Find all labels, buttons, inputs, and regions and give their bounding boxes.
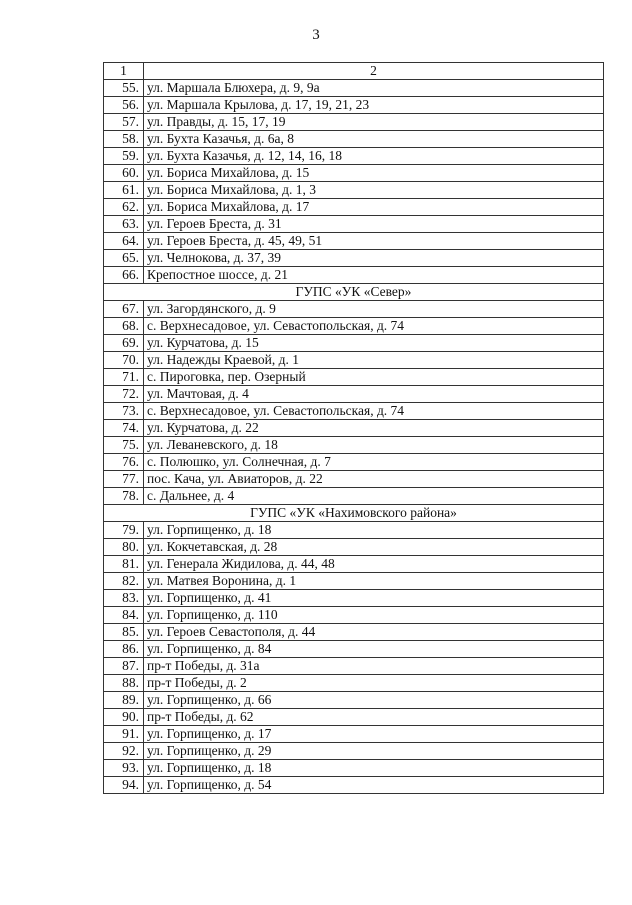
row-number: 69. [104,335,144,352]
row-address: ул. Горпищенко, д. 18 [144,760,604,777]
table-row [104,692,604,709]
row-number: 75. [104,437,144,454]
row-address: пос. Кача, ул. Авиаторов, д. 22 [144,471,604,488]
row-number: 59. [104,148,144,165]
row-address: ул. Бухта Казачья, д. 6а, 8 [144,131,604,148]
table-row [104,556,604,573]
table-row [104,165,604,182]
column-number-header: 1 [104,63,144,80]
table-row [104,522,604,539]
row-number: 81. [104,556,144,573]
table-row [104,199,604,216]
row-address: с. Верхнесадовое, ул. Севастопольская, д. 74 [144,318,604,335]
table-row [104,386,604,403]
row-address: ул. Маршала Блюхера, д. 9, 9а [144,80,604,97]
row-address: ул. Горпищенко, д. 66 [144,692,604,709]
row-address: с. Пироговка, пер. Озерный [144,369,604,386]
row-address: ул. Горпищенко, д. 17 [144,726,604,743]
table-row [104,488,604,505]
row-address: ул. Героев Бреста, д. 45, 49, 51 [144,233,604,250]
row-number: 57. [104,114,144,131]
row-number: 58. [104,131,144,148]
row-number: 84. [104,607,144,624]
row-number: 61. [104,182,144,199]
row-number: 62. [104,199,144,216]
row-number: 68. [104,318,144,335]
table-row [104,318,604,335]
row-number: 79. [104,522,144,539]
row-address: ул. Героев Севастополя, д. 44 [144,624,604,641]
row-address: ул. Кокчетавская, д. 28 [144,539,604,556]
row-number: 78. [104,488,144,505]
row-address: ул. Бориса Михайлова, д. 15 [144,165,604,182]
row-address: ул. Загордянского, д. 9 [144,301,604,318]
row-address: пр-т Победы, д. 62 [144,709,604,726]
section-row [104,505,604,522]
address-table-body [104,63,604,794]
row-number: 86. [104,641,144,658]
row-number: 91. [104,726,144,743]
row-address: ул. Героев Бреста, д. 31 [144,216,604,233]
row-address: ул. Маршала Крылова, д. 17, 19, 21, 23 [144,97,604,114]
table-row [104,590,604,607]
table-row [104,301,604,318]
column-address-header: 2 [144,63,604,80]
table-row [104,726,604,743]
row-number: 80. [104,539,144,556]
row-number: 73. [104,403,144,420]
section-title: ГУПС «УК «Нахимовского района» [104,505,604,522]
row-address: ул. Горпищенко, д. 110 [144,607,604,624]
row-address: с. Верхнесадовое, ул. Севастопольская, д. 74 [144,403,604,420]
row-number: 93. [104,760,144,777]
address-table [103,62,604,794]
row-number: 63. [104,216,144,233]
table-row [104,148,604,165]
row-address: ул. Бориса Михайлова, д. 17 [144,199,604,216]
row-number: 74. [104,420,144,437]
row-address: с. Дальнее, д. 4 [144,488,604,505]
row-address: ул. Бухта Казачья, д. 12, 14, 16, 18 [144,148,604,165]
table-row [104,97,604,114]
table-row [104,335,604,352]
row-address: ул. Мачтовая, д. 4 [144,386,604,403]
row-number: 67. [104,301,144,318]
row-number: 64. [104,233,144,250]
row-number: 60. [104,165,144,182]
row-number: 72. [104,386,144,403]
row-number: 94. [104,777,144,794]
row-number: 70. [104,352,144,369]
row-number: 92. [104,743,144,760]
table-header-row [104,63,604,80]
row-address: Крепостное шоссе, д. 21 [144,267,604,284]
row-number: 89. [104,692,144,709]
row-number: 65. [104,250,144,267]
row-number: 88. [104,675,144,692]
section-row [104,284,604,301]
table-row [104,182,604,199]
row-address: ул. Курчатова, д. 15 [144,335,604,352]
table-row [104,709,604,726]
row-address: ул. Горпищенко, д. 18 [144,522,604,539]
row-address: ул. Горпищенко, д. 54 [144,777,604,794]
table-row [104,216,604,233]
row-number: 77. [104,471,144,488]
table-row [104,539,604,556]
row-number: 83. [104,590,144,607]
table-row [104,573,604,590]
row-number: 90. [104,709,144,726]
row-number: 85. [104,624,144,641]
row-address: ул. Курчатова, д. 22 [144,420,604,437]
table-row [104,760,604,777]
row-address: ул. Генерала Жидилова, д. 44, 48 [144,556,604,573]
table-row [104,675,604,692]
table-row [104,267,604,284]
table-row [104,80,604,97]
row-number: 56. [104,97,144,114]
row-number: 66. [104,267,144,284]
row-number: 55. [104,80,144,97]
section-title: ГУПС «УК «Север» [104,284,604,301]
row-address: ул. Горпищенко, д. 41 [144,590,604,607]
table-row [104,369,604,386]
page-number: 3 [312,27,320,43]
table-row [104,471,604,488]
table-row [104,403,604,420]
table-row [104,743,604,760]
table-row [104,624,604,641]
table-row [104,641,604,658]
row-address: ул. Горпищенко, д. 29 [144,743,604,760]
row-address: ул. Бориса Михайлова, д. 1, 3 [144,182,604,199]
table-row [104,437,604,454]
table-row [104,250,604,267]
row-number: 87. [104,658,144,675]
table-row [104,131,604,148]
row-address: пр-т Победы, д. 2 [144,675,604,692]
row-address: пр-т Победы, д. 31а [144,658,604,675]
row-address: ул. Матвея Воронина, д. 1 [144,573,604,590]
row-address: ул. Леваневского, д. 18 [144,437,604,454]
table-row [104,233,604,250]
row-address: ул. Горпищенко, д. 84 [144,641,604,658]
table-row [104,607,604,624]
row-number: 76. [104,454,144,471]
row-number: 71. [104,369,144,386]
table-row [104,658,604,675]
row-number: 82. [104,573,144,590]
table-row [104,114,604,131]
row-address: ул. Правды, д. 15, 17, 19 [144,114,604,131]
table-row [104,352,604,369]
row-address: ул. Челнокова, д. 37, 39 [144,250,604,267]
row-address: с. Полюшко, ул. Солнечная, д. 7 [144,454,604,471]
table-row [104,454,604,471]
table-row [104,420,604,437]
table-row [104,777,604,794]
row-address: ул. Надежды Краевой, д. 1 [144,352,604,369]
